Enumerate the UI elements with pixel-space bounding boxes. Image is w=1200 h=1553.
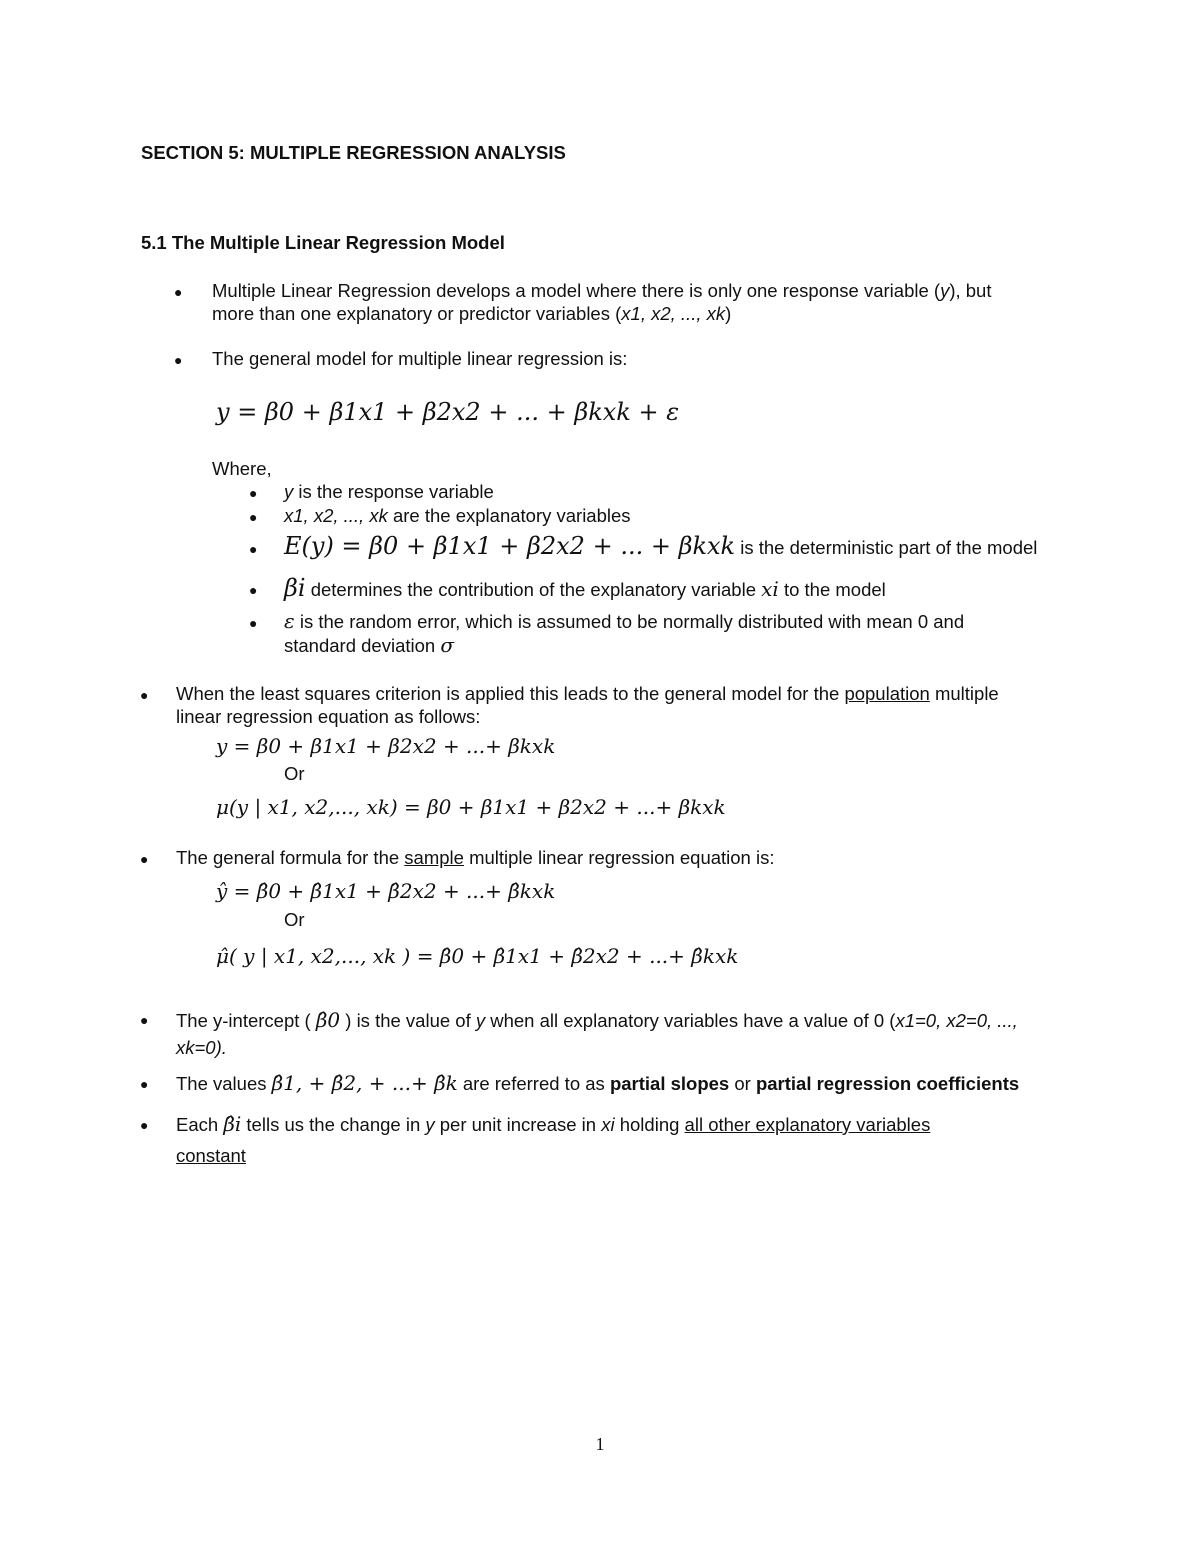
bullet5-text: The y-intercept (: [176, 1010, 316, 1031]
section-title: SECTION 5: MULTIPLE REGRESSION ANALYSIS: [141, 142, 566, 163]
bullet1-close: ): [725, 303, 732, 324]
bullet-icon: ●: [140, 851, 149, 867]
or-label: Or: [284, 763, 305, 784]
sub2-text: are the explanatory variables: [387, 505, 631, 526]
bullet-icon: ●: [140, 1076, 149, 1092]
bullet3-text-end: multiple: [929, 683, 999, 704]
bullet6-or: or: [729, 1073, 756, 1094]
sub4-text-end: to the model: [778, 579, 886, 600]
bullet1-text2: more than one explanatory or predictor variables (: [212, 303, 622, 324]
bullet4-text-end: multiple linear regression equation is:: [463, 847, 775, 868]
sub2: [284, 504, 631, 528]
sub-bullet-icon: ●: [249, 541, 258, 557]
bullet-icon: ●: [140, 1117, 149, 1133]
bullet1-line1: [212, 279, 992, 303]
bullet5-text-end: when all explanatory variables have a value of 0 (: [485, 1010, 896, 1031]
bullet1-text-end: ), but: [949, 280, 992, 301]
bullet5-line2: xk=0).: [176, 1037, 227, 1058]
bullet6-text-mid: are referred to as: [457, 1073, 610, 1094]
sub5-text: is the random error, which is assumed to be normally distributed with mean 0 and: [294, 611, 965, 632]
subsection-title: 5.1 The Multiple Linear Regression Model: [141, 232, 505, 253]
sample-word: sample: [404, 847, 464, 868]
bullet7-text-mid1: tells us the change in: [241, 1114, 426, 1135]
bullet7-text-mid2: per unit increase in: [434, 1114, 602, 1135]
bullet5-text-mid: ) is the value of: [340, 1010, 476, 1031]
explanatory-vars: x1, x2, ..., xk: [621, 303, 726, 324]
partial-regression-coefficients-term: partial regression coefficients: [755, 1073, 1020, 1094]
bullet3-line1: [176, 682, 999, 706]
bullet2-text: The general model for multiple linear regression is:: [212, 348, 628, 369]
sub-bullet-icon: ●: [249, 582, 258, 598]
beta-i-symbol: βi: [284, 574, 306, 602]
bullet5-line1: [176, 1006, 1018, 1035]
or-label: Or: [284, 909, 305, 930]
model-equation: y = β0 + β1x1 + β2x2 + ... + βkxk + ε: [216, 398, 680, 426]
partial-slopes-symbols: β̂1, + β̂2, + ...+ β̂k: [271, 1071, 458, 1095]
bullet3-text: When the least squares criterion is applied this leads to the general model for the: [176, 683, 845, 704]
bullet3-line2: linear regression equation as follows:: [176, 706, 481, 727]
sub-bullet-icon: ●: [249, 485, 258, 501]
xi-var: xi: [601, 1114, 615, 1135]
y-var: y: [475, 1010, 486, 1031]
bullet-icon: ●: [140, 687, 149, 703]
sub-bullet-icon: ●: [249, 509, 258, 525]
population-mean-equation: μ(y | x1, x2,..., xk) = β0 + β1x1 + β2x2 + ...+ βkxk: [216, 795, 726, 819]
sample-equation: ŷ = β̂0 + β̂1x1 + β̂2x2 + ...+ β̂kxk: [216, 879, 556, 903]
bullet1-line2: [212, 302, 731, 326]
bullet-icon: ●: [174, 284, 183, 300]
sub4: [284, 572, 886, 606]
where-label: Where,: [212, 458, 272, 479]
sub1-var: y: [284, 481, 294, 502]
response-var: y: [940, 280, 950, 301]
sub1-text: is the response variable: [293, 481, 494, 502]
population-equation: y = β0 + β1x1 + β2x2 + ...+ βkxk: [216, 734, 556, 758]
partial-slopes-term: partial slopes: [609, 1073, 730, 1094]
bullet7-line1: [176, 1110, 930, 1139]
zero-values: x1=0, x2=0, ...,: [895, 1010, 1018, 1031]
bullet1-text: Multiple Linear Regression develops a model where there is only one response variable (: [212, 280, 941, 301]
epsilon-symbol: ε: [284, 609, 295, 633]
xi-symbol: xi: [761, 577, 779, 601]
bullet7-line2: constant: [176, 1145, 246, 1166]
bullet4-line: [176, 846, 775, 870]
sub5-line1: [284, 609, 964, 634]
bullet-icon: ●: [140, 1012, 149, 1028]
bullet6-line: [176, 1068, 1019, 1099]
sub-bullet-icon: ●: [249, 615, 258, 631]
beta-i-hat-symbol: β̂i: [223, 1112, 242, 1136]
bullet4-text: The general formula for the: [176, 847, 405, 868]
holding-phrase: all other explanatory variables: [684, 1114, 931, 1135]
bullet7-text: Each: [176, 1114, 224, 1135]
deterministic-equation: E(y) = β0 + β1x1 + β2x2 + ... + βkxk: [284, 532, 736, 560]
population-word: population: [844, 683, 930, 704]
sub2-vars: x1, x2, ..., xk: [284, 505, 388, 526]
sub3: [284, 530, 1037, 564]
sub5-line2: [284, 633, 454, 658]
bullet6-text: The values: [176, 1073, 272, 1094]
sub3-text: is the deterministic part of the model: [740, 537, 1038, 558]
beta0-hat-symbol: β̂0: [315, 1008, 341, 1032]
sub1: [284, 480, 494, 504]
sub5-text2: standard deviation: [284, 635, 441, 656]
sub4-text: determines the contribution of the explanatory variable: [305, 579, 762, 600]
y-var: y: [425, 1114, 435, 1135]
sigma-symbol: σ: [440, 633, 454, 657]
bullet7-text-mid3: holding: [614, 1114, 685, 1135]
sample-mean-equation: μ̂( y | x1, x2,..., xk ) = β̂0 + β̂1x1 + β̂2x2 + ...+ β̂kxk: [216, 944, 739, 968]
page-number: 1: [595, 1434, 605, 1454]
bullet-icon: ●: [174, 352, 183, 368]
